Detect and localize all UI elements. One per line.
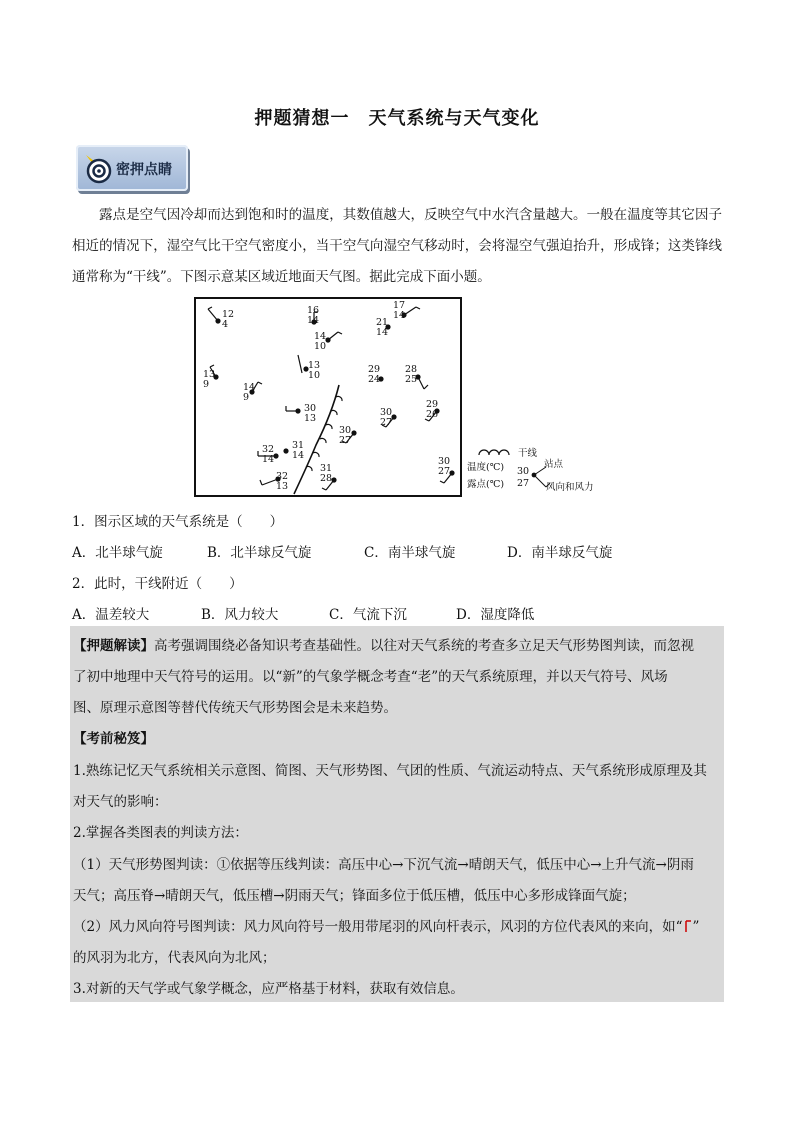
station-dewpoint: 26 bbox=[426, 409, 439, 420]
tips-heading: 【考前秘笈】 bbox=[73, 731, 154, 747]
tips-line-5: 天气；高压脊→晴朗天气，低压槽→阴雨天气；锋面多位于低压槽，低压中心多形成锋面气旋； bbox=[73, 888, 636, 904]
analysis-heading: 【押题解读】 bbox=[73, 638, 154, 654]
intro-line: 因子相近的情况下，湿空气比干空气密度小，当干空气向湿空气移动时，会将湿空气强迫抬升，形成锋； bbox=[72, 207, 723, 254]
station-temp: 30 bbox=[304, 403, 317, 414]
station-temp: 12 bbox=[222, 309, 235, 320]
station-temp: 28 bbox=[405, 364, 418, 375]
legend-sample-temp: 30 bbox=[517, 466, 530, 477]
station-dewpoint: 24 bbox=[368, 374, 381, 385]
intro-paragraph bbox=[72, 200, 722, 293]
station-dewpoint: 10 bbox=[308, 370, 321, 381]
tips-text: ” bbox=[692, 919, 700, 935]
legend-station-label: 站点 bbox=[544, 459, 564, 470]
tips-line-2: 对天气的影响： bbox=[73, 794, 168, 810]
station-dewpoint: 14 bbox=[376, 327, 389, 338]
weather-map bbox=[194, 297, 606, 499]
legend-temp-label: 温度(℃) bbox=[467, 462, 505, 473]
station-dewpoint: 25 bbox=[405, 374, 418, 385]
tips-line-7: 的风羽为北方，代表风向为北风； bbox=[73, 950, 276, 966]
map-legend bbox=[467, 447, 594, 493]
analysis-line-1 bbox=[73, 634, 694, 654]
station-temp: 13 bbox=[308, 360, 321, 371]
intro-line: 露点是空气因冷却而达到饱和时的温度，其数值越大，反映空气中水汽含量越大。一般在温度等其它 bbox=[99, 207, 695, 223]
station-temp: 29 bbox=[426, 399, 439, 410]
tips-line-1: 1.熟练记忆天气系统相关示意图、简图、天气形势图、气团的性质、气流运动特点、天气系统形成原理及其 bbox=[73, 763, 707, 779]
station-dewpoint: 13 bbox=[304, 413, 317, 424]
tips-line-4: （1）天气形势图判读：①依据等压线判读：高压中心→下沉气流→晴朗天气，低压中心→上升气流→阴雨 bbox=[73, 857, 694, 873]
analysis-line-2: 了初中地理中天气符号的运用。以“新”的气象学概念考查“老”的天气系统原理，并以天气符号、风场 bbox=[73, 669, 668, 685]
analysis-line-3: 图、原理示意图等替代传统天气形势图会是未来趋势。 bbox=[73, 700, 397, 716]
legend-dryline-symbol bbox=[479, 450, 509, 455]
weather-station bbox=[307, 305, 319, 326]
station-dewpoint: 14 bbox=[262, 454, 275, 465]
station-dewpoint: 14 bbox=[307, 315, 320, 326]
question-2: 2．此时，干线附近（ ） bbox=[72, 576, 243, 592]
station-dewpoint: 4 bbox=[222, 319, 229, 330]
station-dewpoint: 27 bbox=[380, 417, 393, 428]
station-dewpoint: 27 bbox=[339, 435, 352, 446]
page-title: 押题猜想一 天气系统与天气变化 bbox=[254, 108, 540, 129]
q2-option-b: B．风力较大 bbox=[201, 607, 279, 623]
station-temp: 32 bbox=[262, 444, 275, 455]
station-temp: 21 bbox=[376, 317, 389, 328]
q1-option-d: D．南半球反气旋 bbox=[507, 545, 613, 561]
question-1: 1．图示区域的天气系统是（ ） bbox=[72, 514, 284, 530]
station-dewpoint: 14 bbox=[393, 310, 406, 321]
analysis-text: 高考强调围绕必备知识考查基础性。以往对天气系统的考查多立足天气形势图判读，而忽视 bbox=[154, 638, 694, 654]
station-temp: 13 bbox=[203, 369, 216, 380]
station-temp: 17 bbox=[393, 300, 406, 311]
station-temp: 30 bbox=[380, 407, 393, 418]
tips-line-3: 2.掌握各类图表的判读方法： bbox=[73, 825, 248, 841]
station-temp: 32 bbox=[276, 471, 289, 482]
target-icon bbox=[82, 151, 112, 185]
tips-line-8: 3.对新的天气学或气象学概念，应严格基于材料，获取有效信息。 bbox=[73, 981, 464, 997]
station-temp: 30 bbox=[339, 425, 352, 436]
station-temp: 16 bbox=[307, 305, 320, 316]
tips-text: （2）风力风向符号图判读：风力风向符号一般用带尾羽的风向杆表示，风羽的方位代表风的来向，如“ bbox=[73, 919, 683, 935]
station-dewpoint: 9 bbox=[243, 392, 250, 403]
station-temp: 29 bbox=[368, 364, 381, 375]
station-dewpoint: 13 bbox=[276, 481, 289, 492]
station-dot bbox=[283, 448, 288, 453]
tips-line-6 bbox=[73, 915, 699, 935]
station-temp: 31 bbox=[292, 440, 305, 451]
q2-option-d: D．湿度降低 bbox=[456, 607, 535, 623]
station-temp: 31 bbox=[320, 463, 333, 474]
station-temp: 30 bbox=[438, 456, 451, 467]
station-dewpoint: 28 bbox=[320, 473, 333, 484]
wind-barb-icon bbox=[683, 919, 693, 933]
station-dewpoint: 10 bbox=[314, 341, 327, 352]
legend-dew-label: 露点(℃) bbox=[467, 479, 505, 490]
q1-option-b: B．北半球反气旋 bbox=[207, 545, 312, 561]
weather-station bbox=[425, 399, 440, 421]
station-temp: 14 bbox=[243, 382, 256, 393]
legend-dryline-label: 干线 bbox=[518, 448, 538, 459]
q1-option-c: C．南半球气旋 bbox=[364, 545, 456, 561]
badge-label: 密押点睛 bbox=[116, 162, 172, 178]
station-temp: 14 bbox=[314, 331, 327, 342]
station-dewpoint: 14 bbox=[292, 450, 305, 461]
station-dewpoint: 27 bbox=[438, 466, 451, 477]
q1-option-a: A．北半球气旋 bbox=[72, 545, 163, 561]
legend-sample-dew: 27 bbox=[517, 478, 530, 489]
q2-option-c: C．气流下沉 bbox=[329, 607, 407, 623]
section-badge bbox=[76, 145, 188, 191]
intro-line: 这类锋线通常称为“干线”。下图示意某区域近地面天气图。据此完成下面小题。 bbox=[72, 238, 722, 285]
q2-option-a: A．温差较大 bbox=[72, 607, 150, 623]
station-dewpoint: 9 bbox=[203, 379, 210, 390]
legend-wind-label: 风向和风力 bbox=[546, 482, 594, 493]
